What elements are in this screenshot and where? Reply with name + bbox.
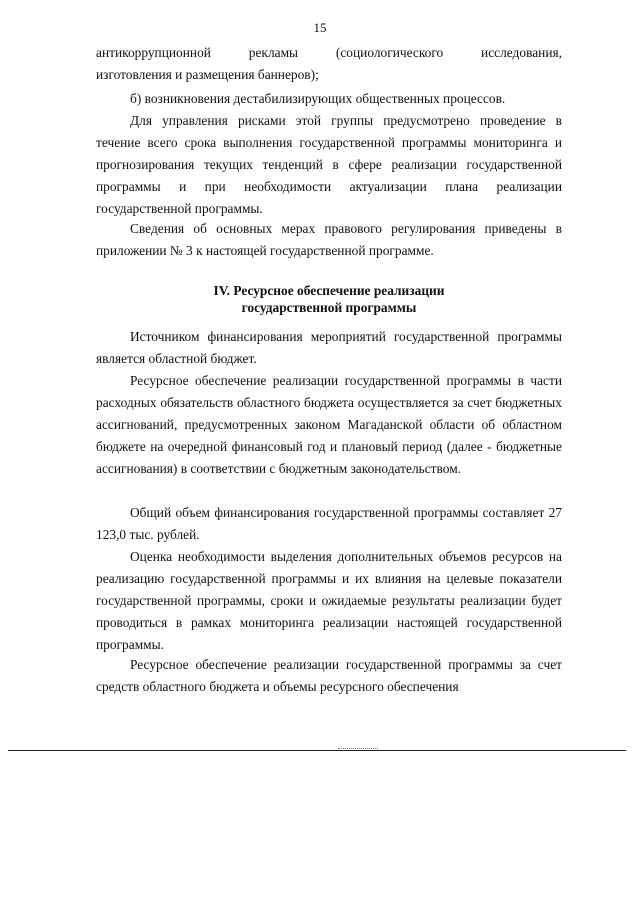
- section-heading-line-2: государственной программы: [241, 300, 417, 315]
- final-paragraph: Ресурсное обеспечение реализации государственной программы за счет средств областного бюджета и объемы ресурсного обеспечения: [96, 657, 562, 694]
- risk-management-paragraph: Для управления рисками этой группы предусмотрено проведение в течение всего срока выполнения государственной программы мониторинга и прогнозирования текущих тенденций в сфере реализации государственной программы и при необходимости актуализации плана реализации государственной программы.: [96, 113, 562, 216]
- item-b: б) возникновения дестабилизирующих общественных процессов.: [130, 91, 506, 106]
- continuation-text: [96, 42, 562, 86]
- continuation-line-1: антикоррупционной рекламы (социологического исследования,: [96, 45, 562, 60]
- section-heading-line-1: IV. Ресурсное обеспечение реализации: [213, 283, 445, 298]
- section-heading: [96, 282, 562, 316]
- source-paragraph: Источником финансирования мероприятий государственной программы является областной бюджет.: [96, 329, 562, 366]
- resource-provision-paragraph: Ресурсное обеспечение реализации государственной программы в части расходных обязательств областного бюджета осуществляется за счет бюджетных ассигнований, предусмотренных законом Магаданской области об областном бюджете на очередной финансовый год и плановый период (далее - бюджетные ассигнования) в соответствии с бюджетным законодательством.: [96, 373, 562, 476]
- assessment-paragraph: Оценка необходимости выделения дополнительных объемов ресурсов на реализацию государственной программы и их влияния на целевые показатели государственной программы, сроки и ожидаемые результаты реализации будет проводиться в рамках мониторинга реализации настоящей государственной программы.: [96, 549, 562, 652]
- legal-measures-paragraph: Сведения об основных мерах правового регулирования приведены в приложении № 3 к настоящей государственной программе.: [96, 221, 562, 258]
- bottom-divider-mark: [338, 748, 378, 749]
- bottom-divider: [8, 750, 626, 751]
- continuation-line-2: изготовления и размещения баннеров);: [96, 67, 319, 82]
- page-number: 15: [313, 20, 327, 35]
- total-volume-paragraph: Общий объем финансирования государственной программы составляет 27 123,0 тыс. рублей.: [96, 505, 562, 542]
